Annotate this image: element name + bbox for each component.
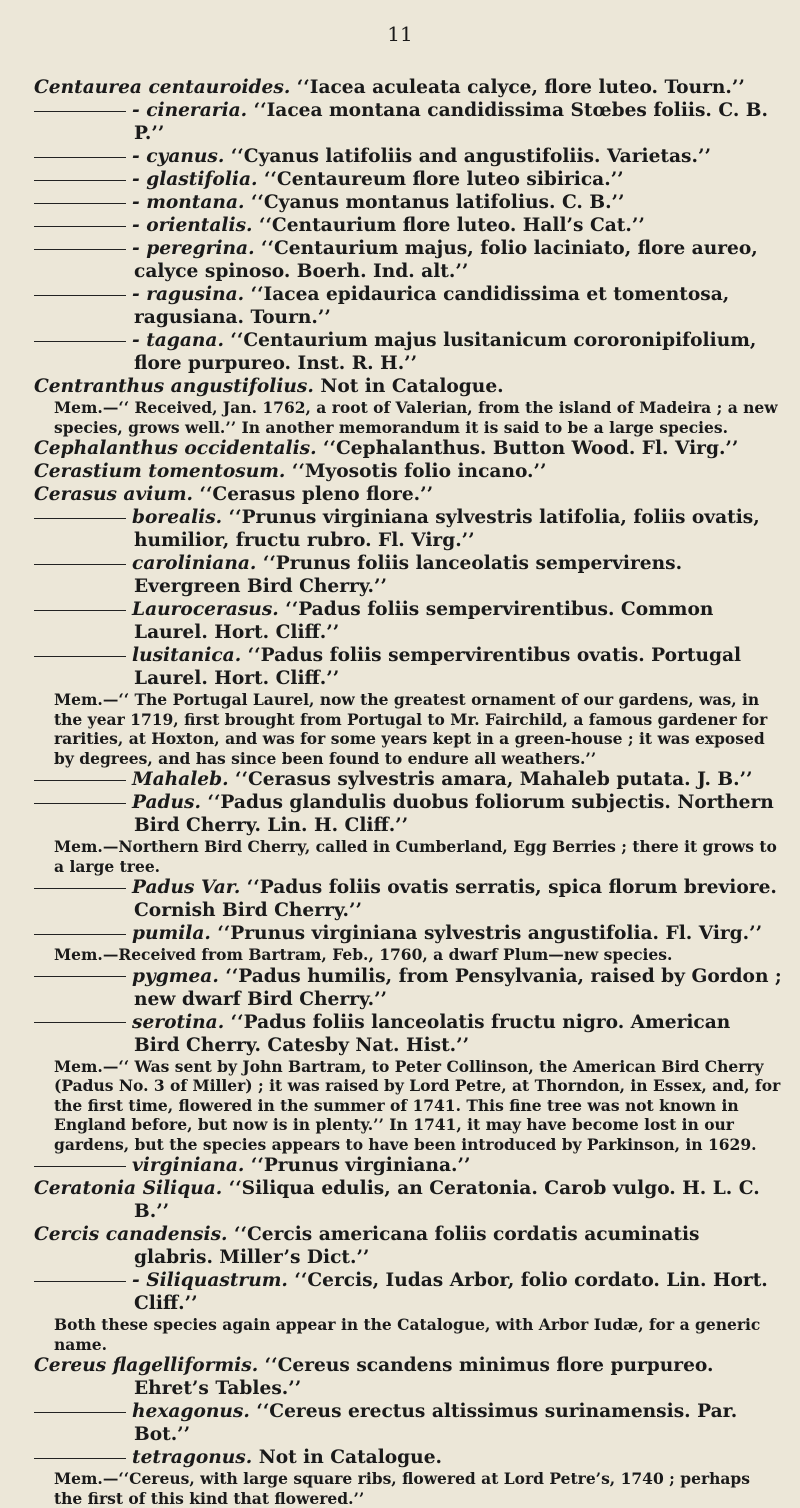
catalogue-entry (34, 437, 782, 460)
catalogue-entry (34, 644, 782, 690)
memorandum-note: Mem.—‘‘ Received, Jan. 1762, a root of Valerian, from the island of Madeira ; a new species, grows well.’’ In another memorandum it is said to be a large species. (54, 398, 778, 437)
ditto-rule (34, 656, 126, 657)
species-name: Padus Var. (132, 877, 247, 898)
ditto-rule (34, 934, 126, 935)
catalogue-entry (34, 1354, 782, 1400)
entry-description: ‘‘Centaurium flore luteo. Hall’s Cat.’’ (258, 215, 645, 236)
catalogue-entry (34, 552, 782, 598)
species-name: virginiana. (132, 1155, 251, 1176)
entry-description: ‘‘Prunus virginiana sylvestris angustifolia. Fl. Virg.’’ (217, 923, 763, 944)
genus-name: Ceratonia (34, 1178, 143, 1199)
ditto-rule (34, 226, 126, 227)
catalogue-entry (34, 283, 782, 329)
entry-description: ‘‘Padus foliis ovatis serratis, spica florum breviore. Cornish Bird Cherry.’’ (134, 877, 777, 921)
memorandum-note: Both these species again appear in the Catalogue, with Arbor Iudæ, for a generic name. (54, 1315, 761, 1354)
catalogue-text (34, 76, 782, 1508)
entry-description: Not in Catalogue. (320, 376, 504, 397)
catalogue-entry (34, 598, 782, 644)
catalogue-entry (34, 214, 782, 237)
entry-description: ‘‘Padus humilis, from Pensylvania, raised by Gordon ; new dwarf Bird Cherry.’’ (134, 965, 782, 1010)
ditto-rule (34, 180, 126, 181)
catalogue-entry (34, 1177, 782, 1223)
catalogue-entry (34, 1223, 782, 1269)
catalogue-entry (34, 191, 782, 214)
entry-description: ‘‘Padus foliis sempervirentibus ovatis. Portugal Laurel. Hort. Cliff.’’ (134, 645, 742, 689)
species-name: serotina. (132, 1011, 231, 1033)
catalogue-entry (34, 99, 782, 145)
ditto-rule (34, 1412, 126, 1413)
catalogue-entry (34, 768, 782, 791)
catalogue-entry (34, 1011, 782, 1057)
page-number: 11 (387, 22, 413, 46)
entry-description: ‘‘Myosotis folio incano.’’ (291, 461, 547, 482)
ditto-rule (34, 976, 126, 977)
entry-description: ‘‘Cereus erectus altissimus surinamensis. Par. Bot.’’ (134, 1401, 738, 1445)
species-name: pumila. (132, 923, 218, 944)
species-name: - peregrina. (132, 238, 262, 259)
species-name: Mahaleb. (132, 769, 236, 790)
entry-description: ‘‘Prunus foliis lanceolatis sempervirens. Evergreen Bird Cherry.’’ (134, 553, 683, 597)
catalogue-entry (34, 483, 782, 506)
catalogue-entry (34, 460, 782, 483)
catalogue-entry (34, 922, 782, 945)
genus-name: Cephalanthus (34, 438, 185, 459)
species-name: - Siliquastrum. (132, 1270, 295, 1291)
ditto-rule (34, 157, 126, 158)
entry-description: ‘‘Prunus virginiana.’’ (250, 1155, 471, 1176)
entry-description: ‘‘Cercis, Iudas Arbor, folio cordato. Lin. Hort. Cliff.’’ (134, 1270, 768, 1314)
species-name: canadensis. (105, 1224, 234, 1245)
catalogue-entry (34, 237, 782, 283)
entry-description: ‘‘Cyanus montanus latifolius. C. B.’’ (250, 192, 625, 213)
ditto-rule (34, 111, 126, 112)
entry-description: ‘‘Cercis americana foliis cordatis acuminatis glabris. Miller’s Dict.’’ (134, 1224, 700, 1268)
species-name: pygmea. (132, 965, 226, 987)
catalogue-entry (34, 375, 782, 398)
species-name: angustifolius. (170, 376, 321, 397)
ditto-rule (34, 295, 126, 296)
species-name: - orientalis. (132, 215, 259, 236)
catalogue-entry (34, 791, 782, 837)
catalogue-entry (34, 329, 782, 375)
entry-description: ‘‘Cerasus sylvestris amara, Mahaleb putata. J. B.’’ (235, 769, 753, 790)
species-name: - montana. (132, 192, 251, 213)
ditto-rule (34, 1281, 126, 1282)
memorandum-note: Mem.—Northern Bird Cherry, called in Cumberland, Egg Berries ; there it grows to a large tree. (54, 837, 777, 876)
entry-description: ‘‘Padus foliis sempervirentibus. Common Laurel. Hort. Cliff.’’ (134, 599, 714, 643)
entry-description: ‘‘Cereus scandens minimus flore purpureo. Ehret’s Tables.’’ (134, 1355, 714, 1399)
ditto-rule (34, 888, 126, 889)
genus-name: Cerastium (34, 461, 149, 482)
ditto-rule (34, 610, 126, 611)
entry-description: ‘‘Cephalanthus. Button Wood. Fl. Virg.’’ (323, 438, 739, 459)
species-name: occidentalis. (184, 438, 324, 459)
memorandum-note: Mem.—‘‘Cereus, with large square ribs, flowered at Lord Petre’s, 1740 ; perhaps the first of this kind that flowered.’’ (54, 1469, 750, 1508)
catalogue-entry (34, 76, 782, 99)
species-name: - ragusina. (132, 284, 251, 305)
ditto-rule (34, 249, 126, 250)
species-name: flagelliformis. (112, 1355, 265, 1376)
species-name: lusitanica. (132, 645, 248, 666)
species-name: hexagonus. (132, 1401, 257, 1422)
species-name: - cyanus. (132, 146, 231, 167)
ditto-rule (34, 780, 126, 781)
species-name: centauroides. (148, 77, 297, 98)
ditto-rule (34, 1166, 126, 1167)
memorandum-note: Mem.—‘‘ The Portugal Laurel, now the greatest ornament of our gardens, was, in the year 1719, first brought from Portugal to Mr. Fairchild, a famous gardener for rarities, at Hoxton, and was for some years kept in a green-house ; it was exposed by degrees, and has since been found to endure all weathers.’’ (54, 690, 768, 768)
genus-name: Cerasus (34, 484, 124, 505)
entry-description: ‘‘Centaurium majus, folio laciniato, flore aureo, calyce spinoso. Boerh. Ind. alt.’’ (134, 238, 758, 282)
entry-description: Not in Catalogue. (258, 1447, 443, 1468)
catalogue-entry (34, 506, 782, 552)
entry-description: ‘‘Iacea epidaurica candidissima et tomentosa, ragusiana. Tourn.’’ (134, 284, 730, 328)
memorandum-note: Mem.—Received from Bartram, Feb., 1760, a dwarf Plum—new species. (54, 945, 673, 964)
catalogue-entry (34, 1400, 782, 1446)
entry-description: ‘‘Centaurium majus lusitanicum cororonipifolium, flore purpureo. Inst. R. H.’’ (134, 330, 757, 374)
ditto-rule (34, 1458, 126, 1459)
catalogue-entry (34, 145, 782, 168)
catalogue-entry (34, 1154, 782, 1177)
catalogue-entry (34, 168, 782, 191)
entry-description: ‘‘Siliqua edulis, an Ceratonia. Carob vulgo. H. L. C. B.’’ (134, 1178, 760, 1222)
species-name: - tagana. (132, 330, 231, 351)
species-name: tomentosum. (148, 461, 292, 482)
species-name: Siliqua. (142, 1178, 229, 1199)
species-name: avium. (123, 484, 200, 505)
entry-description: ‘‘Centaureum flore luteo sibirica.’’ (263, 169, 624, 190)
species-name: - cineraria. (132, 100, 254, 121)
genus-name: Cercis (34, 1224, 106, 1245)
species-name: tetragonus. (132, 1447, 259, 1468)
species-name: Padus. (132, 792, 208, 813)
catalogue-entry (34, 965, 782, 1011)
genus-name: Centaurea (34, 77, 149, 98)
memorandum-note: Mem.—‘‘ Was sent by John Bartram, to Peter Collinson, the American Bird Cherry (Padus No. 3 of Miller) ; it was raised by Lord Petre, at Thorndon, in Essex, and, for the first time, flowered in the summer of 1741. This fine tree was not known in England before, but now is in plenty.’’ In 1741, it may have become lost in our gardens, but the species appears to have been introduced by Parkinson, in 1629. (54, 1056, 781, 1154)
species-name: Laurocerasus. (132, 599, 286, 620)
ditto-rule (34, 803, 126, 804)
ditto-rule (34, 203, 126, 204)
ditto-rule (34, 518, 126, 519)
ditto-rule (34, 1022, 126, 1023)
entry-description: ‘‘Cerasus pleno flore.’’ (199, 484, 434, 505)
entry-description: ‘‘Iacea montana candidissima Stœbes foliis. C. B. P.’’ (134, 100, 768, 144)
entry-description: ‘‘Padus foliis lanceolatis fructu nigro. American Bird Cherry. Catesby Nat. Hist.’’ (134, 1011, 731, 1056)
genus-name: Cereus (34, 1355, 113, 1376)
species-name: - glastifolia. (132, 169, 264, 190)
species-name: borealis. (132, 507, 229, 528)
entry-description: ‘‘Prunus virginiana sylvestris latifolia, foliis ovatis, humilior, fructu rubro. Fl. Virg.’’ (134, 507, 760, 551)
ditto-rule (34, 341, 126, 342)
catalogue-entry (34, 1446, 782, 1469)
catalogue-entry (34, 1269, 782, 1315)
entry-description: ‘‘Iacea aculeata calyce, flore luteo. Tourn.’’ (296, 77, 745, 98)
entry-description: ‘‘Cyanus latifoliis and angustifoliis. Varietas.’’ (230, 146, 711, 167)
ditto-rule (34, 564, 126, 565)
species-name: caroliniana. (132, 553, 263, 574)
catalogue-entry (34, 876, 782, 922)
entry-description: ‘‘Padus glandulis duobus foliorum subjectis. Northern Bird Cherry. Lin. H. Cliff.’’ (134, 792, 774, 836)
genus-name: Centranthus (34, 376, 171, 397)
